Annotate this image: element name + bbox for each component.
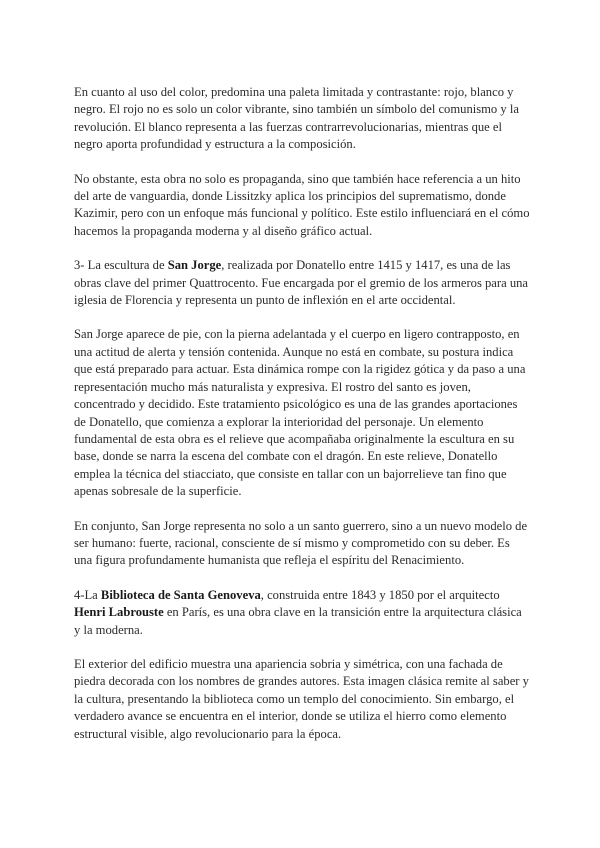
paragraph-text: En cuanto al uso del color, predomina una paleta limitada y contrastante: rojo, blanco y negro. El rojo no es solo un color vibrante, sino también un símbolo del comunismo y la revolución. El blanco representa a las fuerzas contrarrevolucionarias, mientras que el negro aporta profundidad y estructura a la composición. <box>74 85 519 152</box>
document-body <box>74 84 530 760</box>
artwork-title: San Jorge <box>167 258 222 273</box>
paragraph-san-jorge-conclusion <box>74 518 530 570</box>
paragraph-text-suffix: , realizada por Donatello entre 1415 y 1417, es una de las obras clave del primer Quattrocento. Fue encargada por el gremio de los armeros para una iglesia de Florencia y representa un punto de inflexión en el arte occidental. <box>74 258 529 308</box>
paragraph-san-jorge-intro <box>74 257 530 309</box>
paragraph-text-middle: , construida entre 1843 y 1850 por el arquitecto <box>260 587 500 602</box>
paragraph-text-prefix: 4-La <box>74 587 101 602</box>
building-title: Biblioteca de Santa Genoveva <box>100 587 261 602</box>
paragraph-text-suffix: en París, es una obra clave en la transición entre la arquitectura clásica y la moderna. <box>74 605 522 637</box>
paragraph-text-prefix: 3- La escultura de <box>74 258 168 273</box>
paragraph-color-palette <box>74 84 530 154</box>
paragraph-biblioteca-intro <box>74 587 530 639</box>
paragraph-san-jorge-description <box>74 326 530 500</box>
paragraph-text: San Jorge aparece de pie, con la pierna adelantada y el cuerpo en ligero contrapposto, en una actitud de alerta y tensión contenida. Aunque no está en combate, su postura indica que está preparado para actuar. Esta dinámica rompe con la rigidez gótica y da paso a una representación mucho más naturalista y expresiva. El rostro del santo es joven, concentrado y decidido. Este tratamiento psicológico es una de las grandes aportaciones de Donatello, que comienza a explorar la interioridad del personaje. Un elemento fundamental de esta obra es el relieve que acompañaba originalmente la escultura en su base, donde se narra la escena del combate con el dragón. En este relieve, Donatello emplea la técnica del stiacciato, que consiste en tallar con un bajorrelieve tan fino que apenas sobresale de la superficie. <box>74 327 526 499</box>
paragraph-text: En conjunto, San Jorge representa no solo a un santo guerrero, sino a un nuevo modelo de ser humano: fuerte, racional, consciente de sí mismo y comprometido con su deber. Es una figura profundamente humanista que refleja el espíritu del Renacimiento. <box>74 518 528 568</box>
paragraph-biblioteca-description <box>74 656 530 743</box>
architect-name: Henri Labrouste <box>74 605 164 620</box>
paragraph-propaganda-vanguard <box>74 171 530 241</box>
paragraph-text: El exterior del edificio muestra una apariencia sobria y simétrica, con una fachada de piedra decorada con los nombres de grandes autores. Esta imagen clásica remite al saber y la cultura, presentando la biblioteca como un templo del conocimiento. Sin embargo, el verdadero avance se encuentra en el interior, donde se utiliza el hierro como elemento estructural visible, algo revolucionario para la época. <box>74 656 529 741</box>
paragraph-text: No obstante, esta obra no solo es propaganda, sino que también hace referencia a un hito del arte de vanguardia, donde Lissitzky aplica los principios del suprematismo, donde Kazimir, pero con un enfoque más funcional y político. Este estilo influenciará en el cómo hacemos la propaganda moderna y al diseño gráfico actual. <box>74 171 530 238</box>
